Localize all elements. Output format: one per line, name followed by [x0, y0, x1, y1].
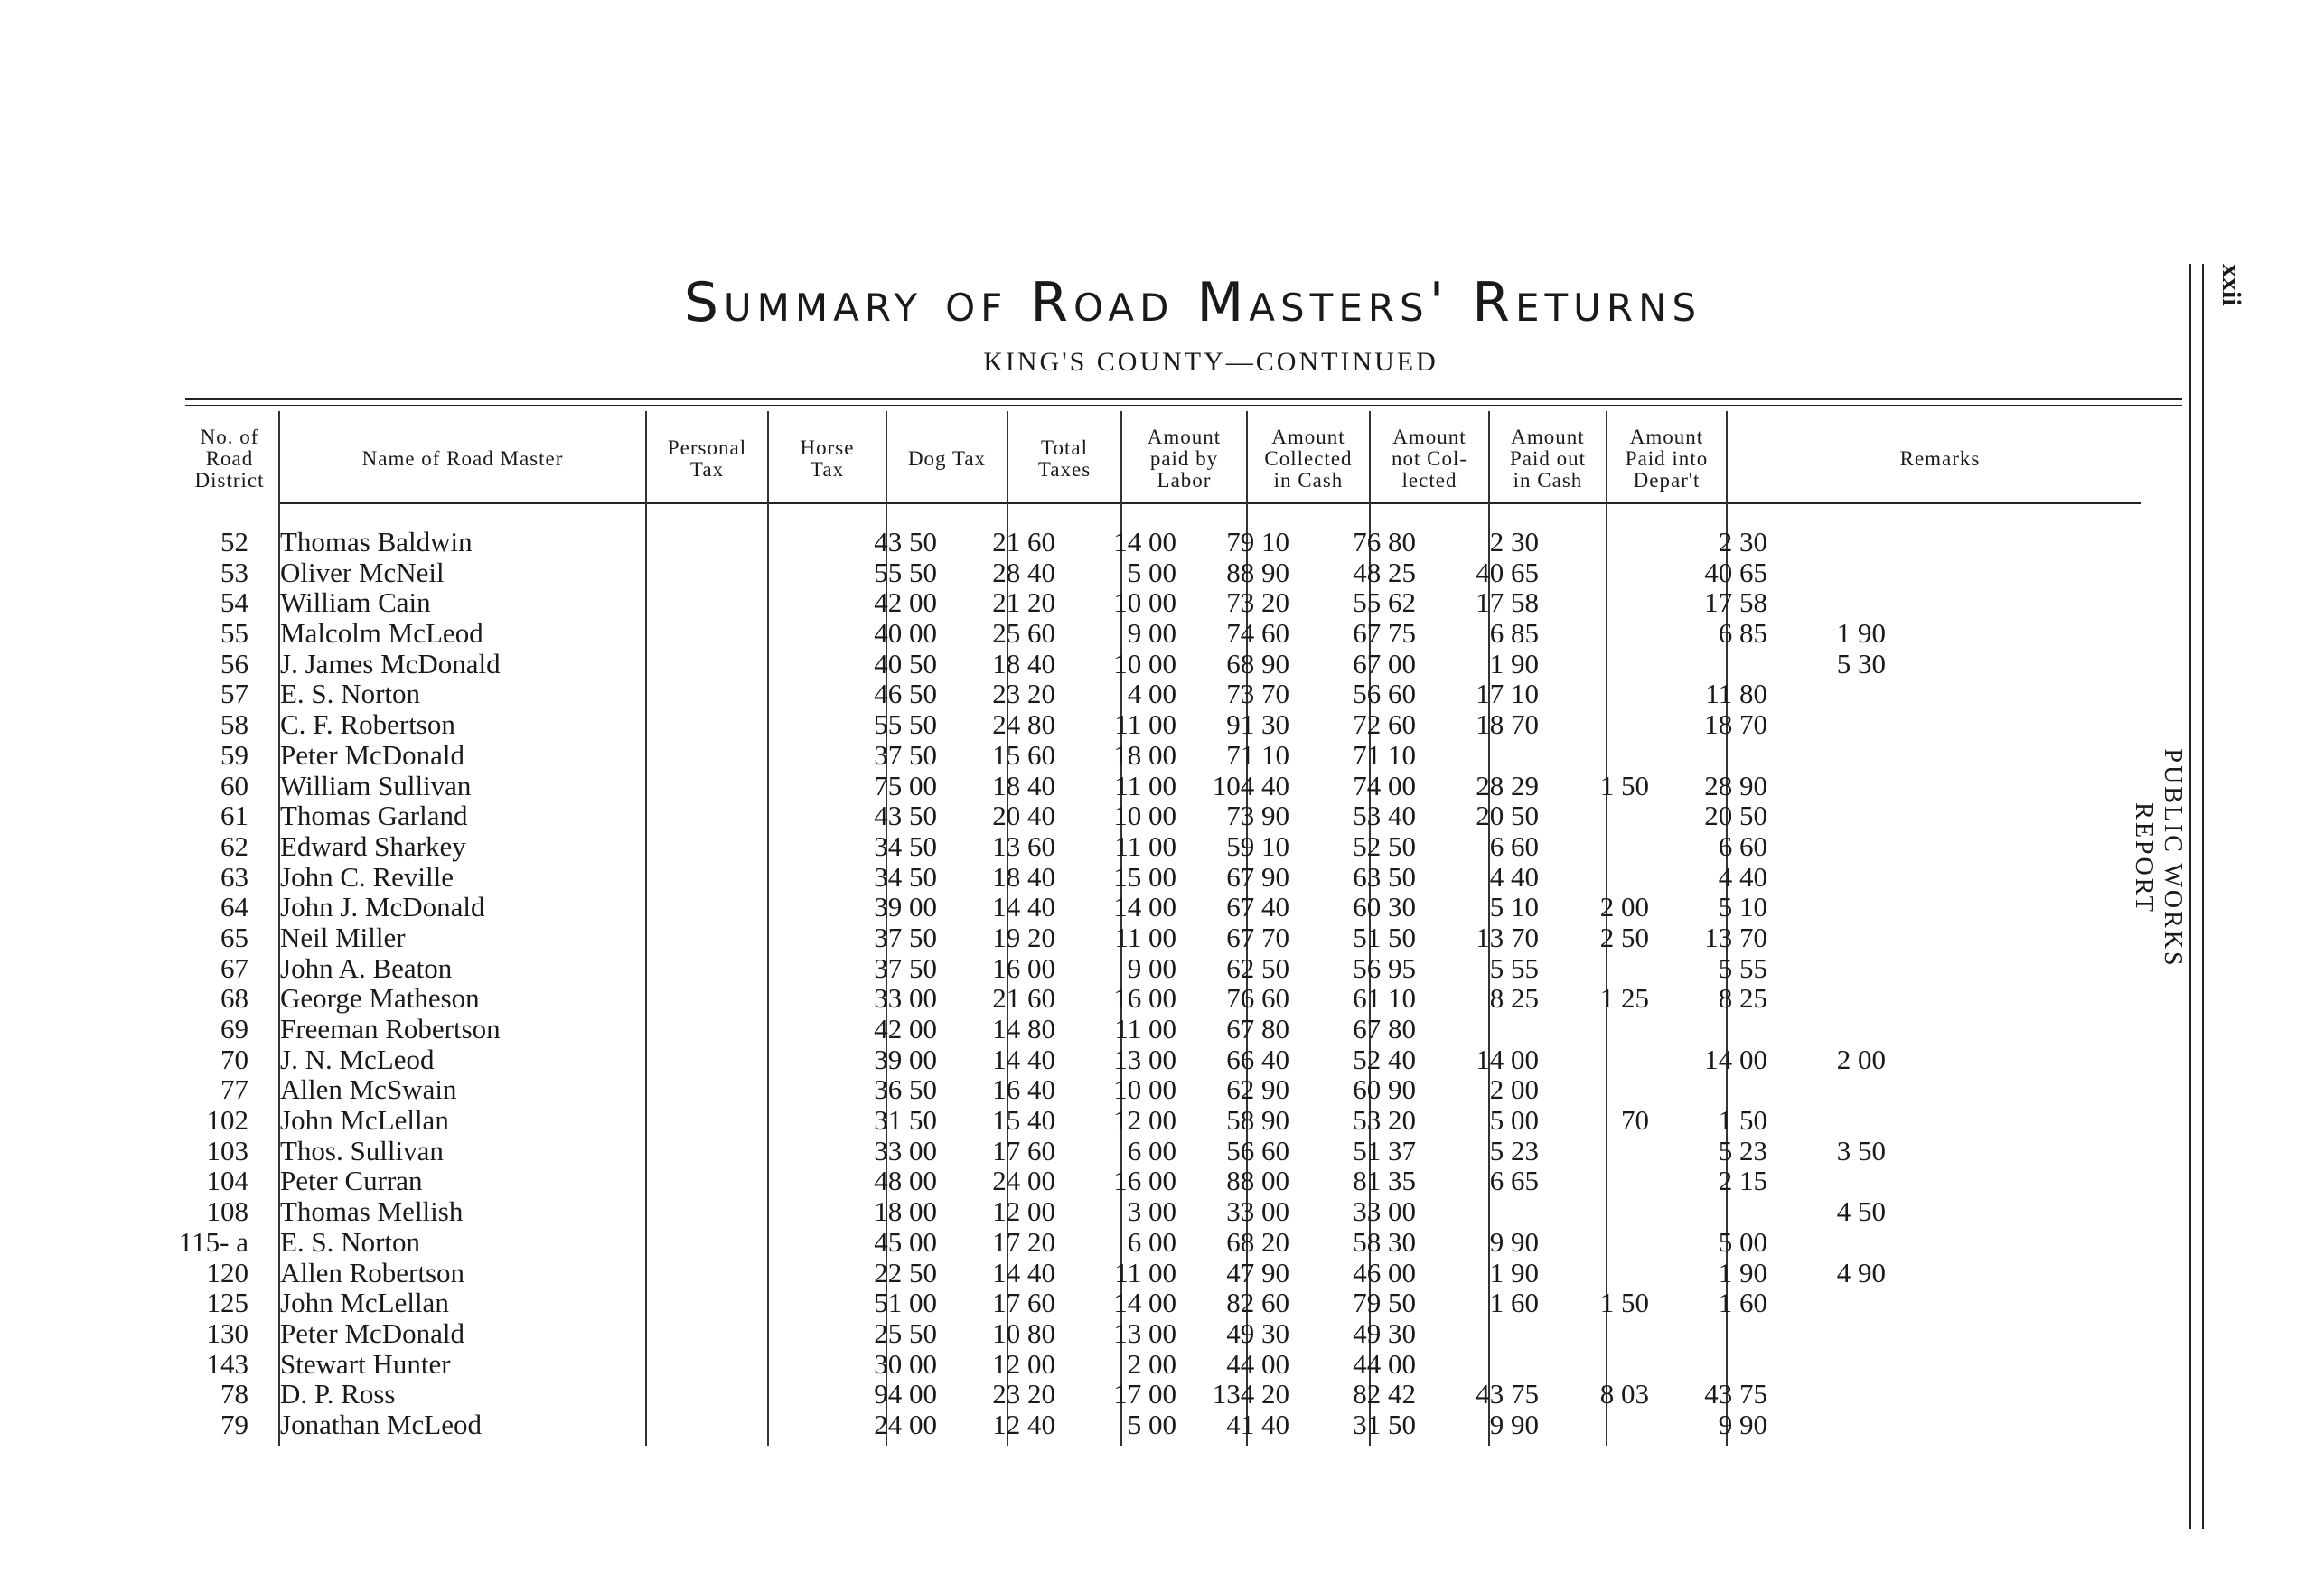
- horse-tax-cell: 12 40: [992, 1408, 1055, 1440]
- personal-tax-cell: 25 50: [874, 1316, 937, 1349]
- horse-tax-cell: 12 00: [992, 1195, 1055, 1228]
- table-top-rule-thin: [185, 405, 2182, 406]
- road-master-name: Allen McSwain: [280, 1073, 457, 1106]
- dog-tax-cell: 14 00: [1113, 891, 1176, 923]
- horse-tax-cell: 21 60: [992, 982, 1055, 1015]
- paid-by-labor-cell: 82 42: [1353, 1378, 1416, 1410]
- personal-tax-cell: 39 00: [874, 1043, 937, 1075]
- dog-tax-cell: 11 00: [1114, 1013, 1176, 1045]
- road-master-name: D. P. Ross: [280, 1378, 396, 1410]
- paid-by-labor-cell: 72 60: [1353, 708, 1416, 741]
- paid-by-labor-cell: 49 30: [1353, 1316, 1416, 1349]
- paid-by-labor-cell: 48 25: [1353, 556, 1416, 588]
- total-taxes-cell: 67 90: [1226, 860, 1289, 893]
- paid-by-labor-cell: 60 30: [1353, 891, 1416, 923]
- total-taxes-cell: 73 20: [1226, 586, 1289, 619]
- road-master-name: Thomas Mellish: [280, 1195, 464, 1228]
- collected-cash-cell: 40 65: [1476, 556, 1539, 588]
- district-cell: 115- a: [178, 1225, 248, 1258]
- paid-into-dept-cell: 3 50: [1836, 1134, 1886, 1166]
- paid-out-cash-cell: 40 65: [1704, 556, 1767, 588]
- road-master-name: E. S. Norton: [280, 1225, 420, 1258]
- personal-tax-cell: 94 00: [874, 1378, 937, 1410]
- paid-out-cash-cell: 28 90: [1704, 769, 1767, 801]
- district-cell: 62: [220, 829, 248, 862]
- horse-tax-cell: 15 60: [992, 738, 1055, 771]
- paid-out-cash-cell: 9 90: [1718, 1408, 1767, 1440]
- collected-cash-cell: 20 50: [1476, 800, 1539, 832]
- paid-by-labor-cell: 52 40: [1353, 1043, 1416, 1075]
- road-master-name: Oliver McNeil: [280, 556, 445, 588]
- district-cell: 64: [220, 891, 248, 923]
- dog-tax-cell: 17 00: [1113, 1378, 1176, 1410]
- road-master-name: Malcolm McLeod: [280, 617, 483, 650]
- not-collected-cell: 1 25: [1599, 982, 1649, 1015]
- collected-cash-cell: 43 75: [1476, 1378, 1539, 1410]
- dog-tax-cell: 16 00: [1113, 982, 1176, 1015]
- paid-by-labor-cell: 67 80: [1353, 1013, 1416, 1045]
- not-collected-cell: 8 03: [1599, 1378, 1649, 1410]
- paid-out-cash-cell: 13 70: [1704, 921, 1767, 953]
- dog-tax-cell: 18 00: [1113, 738, 1176, 771]
- horse-tax-cell: 14 40: [992, 891, 1055, 923]
- paid-by-labor-cell: 76 80: [1353, 526, 1416, 557]
- district-cell: 130: [206, 1316, 248, 1349]
- district-cell: 77: [220, 1073, 248, 1106]
- dog-tax-cell: 13 00: [1113, 1316, 1176, 1349]
- personal-tax-cell: 42 00: [874, 1013, 937, 1045]
- personal-tax-cell: 75 00: [874, 769, 937, 801]
- paid-out-cash-cell: 20 50: [1704, 800, 1767, 832]
- total-taxes-cell: 66 40: [1226, 1043, 1289, 1075]
- collected-cash-cell: 5 23: [1489, 1134, 1539, 1166]
- dog-tax-cell: 11 00: [1114, 921, 1176, 953]
- collected-cash-cell: 6 60: [1489, 829, 1539, 862]
- road-master-name: Thomas Garland: [280, 800, 468, 832]
- district-cell: 56: [220, 647, 248, 679]
- district-cell: 61: [220, 800, 248, 832]
- horse-tax-cell: 14 40: [992, 1043, 1055, 1075]
- horse-tax-cell: 23 20: [992, 678, 1055, 710]
- total-taxes-cell: 76 60: [1226, 982, 1289, 1015]
- dog-tax-cell: 10 00: [1113, 586, 1176, 619]
- road-master-name: Thomas Baldwin: [280, 526, 473, 557]
- total-taxes-cell: 91 30: [1226, 708, 1289, 741]
- district-cell: 54: [220, 586, 248, 619]
- paid-by-labor-cell: 55 62: [1353, 586, 1416, 619]
- district-cell: 78: [220, 1378, 248, 1410]
- header-dog-tax: Dog Tax: [907, 447, 987, 470]
- horse-tax-cell: 16 40: [992, 1073, 1055, 1106]
- district-cell: 58: [220, 708, 248, 741]
- collected-cash-cell: 1 60: [1489, 1287, 1539, 1319]
- horse-tax-cell: 16 00: [992, 951, 1055, 984]
- horse-tax-cell: 12 00: [992, 1347, 1055, 1380]
- road-master-name: Edward Sharkey: [280, 829, 466, 862]
- paid-out-cash-cell: 43 75: [1704, 1378, 1767, 1410]
- paid-by-labor-cell: 56 95: [1353, 951, 1416, 984]
- district-cell: 108: [206, 1195, 248, 1228]
- paid-out-cash-cell: 1 60: [1718, 1287, 1767, 1319]
- horse-tax-cell: 14 80: [992, 1013, 1055, 1045]
- horse-tax-cell: 17 20: [992, 1225, 1055, 1258]
- collected-cash-cell: 5 55: [1489, 951, 1539, 984]
- district-cell: 79: [220, 1408, 248, 1440]
- road-master-name: Thos. Sullivan: [280, 1134, 444, 1166]
- total-taxes-cell: 67 80: [1226, 1013, 1289, 1045]
- personal-tax-cell: 36 50: [874, 1073, 937, 1106]
- collected-cash-cell: 2 00: [1489, 1073, 1539, 1106]
- total-taxes-cell: 79 10: [1226, 526, 1289, 557]
- not-collected-cell: 2 50: [1599, 921, 1649, 953]
- horse-tax-cell: 10 80: [992, 1316, 1055, 1349]
- horse-tax-cell: 21 60: [992, 526, 1055, 557]
- dog-tax-cell: 3 00: [1127, 1195, 1176, 1228]
- personal-tax-cell: 33 00: [874, 982, 937, 1015]
- district-cell: 60: [220, 769, 248, 801]
- header-personal-tax: Personal Tax: [667, 436, 747, 481]
- paid-by-labor-cell: 53 20: [1353, 1104, 1416, 1137]
- district-cell: 68: [220, 982, 248, 1015]
- paid-into-dept-cell: 2 00: [1836, 1043, 1886, 1075]
- total-taxes-cell: 68 20: [1226, 1225, 1289, 1258]
- margin-rule: [2189, 264, 2191, 1529]
- header-paid-into-dept: Amount Paid into Depar't: [1625, 426, 1709, 492]
- personal-tax-cell: 34 50: [874, 829, 937, 862]
- paid-by-labor-cell: 61 10: [1353, 982, 1416, 1015]
- paid-out-cash-cell: 2 30: [1718, 526, 1767, 557]
- dog-tax-cell: 14 00: [1113, 526, 1176, 557]
- horse-tax-cell: 18 40: [992, 860, 1055, 893]
- dog-tax-cell: 11 00: [1114, 1256, 1176, 1288]
- road-master-name: E. S. Norton: [280, 678, 420, 710]
- collected-cash-cell: 14 00: [1476, 1043, 1539, 1075]
- district-cell: 55: [220, 617, 248, 650]
- paid-out-cash-cell: 1 90: [1718, 1256, 1767, 1288]
- paid-out-cash-cell: 5 10: [1718, 891, 1767, 923]
- personal-tax-cell: 55 50: [874, 556, 937, 588]
- road-master-name: Jonathan McLeod: [280, 1408, 482, 1440]
- dog-tax-cell: 11 00: [1114, 708, 1176, 741]
- paid-out-cash-cell: 11 80: [1705, 678, 1767, 710]
- horse-tax-cell: 13 60: [992, 829, 1055, 862]
- road-master-name: John McLellan: [280, 1287, 449, 1319]
- total-taxes-cell: 47 90: [1226, 1256, 1289, 1288]
- dog-tax-cell: 4 00: [1127, 678, 1176, 710]
- road-master-name: Peter McDonald: [280, 738, 465, 771]
- road-master-name: Allen Robertson: [280, 1256, 465, 1288]
- collected-cash-cell: 13 70: [1476, 921, 1539, 953]
- district-cell: 104: [206, 1165, 248, 1197]
- paid-by-labor-cell: 67 00: [1353, 647, 1416, 679]
- district-cell: 143: [206, 1347, 248, 1380]
- personal-tax-cell: 22 50: [874, 1256, 937, 1288]
- collected-cash-cell: 17 10: [1476, 678, 1539, 710]
- personal-tax-cell: 37 50: [874, 951, 937, 984]
- road-master-name: John McLellan: [280, 1104, 449, 1137]
- personal-tax-cell: 42 00: [874, 586, 937, 619]
- paid-by-labor-cell: 58 30: [1353, 1225, 1416, 1258]
- header-not-collected: Amount not Col- lected: [1391, 426, 1468, 492]
- personal-tax-cell: 43 50: [874, 800, 937, 832]
- road-master-name: John A. Beaton: [280, 951, 453, 984]
- collected-cash-cell: 17 58: [1476, 586, 1539, 619]
- horse-tax-cell: 17 60: [992, 1287, 1055, 1319]
- total-taxes-cell: 67 70: [1226, 921, 1289, 953]
- page-subtitle: KING'S COUNTY—CONTINUED: [983, 347, 1438, 377]
- header-name: Name of Road Master: [361, 447, 564, 470]
- collected-cash-cell: 5 10: [1489, 891, 1539, 923]
- paid-out-cash-cell: 4 40: [1718, 860, 1767, 893]
- personal-tax-cell: 55 50: [874, 708, 937, 741]
- dog-tax-cell: 10 00: [1113, 1073, 1176, 1106]
- total-taxes-cell: 58 90: [1226, 1104, 1289, 1137]
- horse-tax-cell: 24 00: [992, 1165, 1055, 1197]
- paid-into-dept-cell: 5 30: [1836, 647, 1886, 679]
- horse-tax-cell: 18 40: [992, 647, 1055, 679]
- collected-cash-cell: 8 25: [1489, 982, 1539, 1015]
- dog-tax-cell: 10 00: [1113, 647, 1176, 679]
- dog-tax-cell: 9 00: [1127, 617, 1176, 650]
- paid-out-cash-cell: 5 55: [1718, 951, 1767, 984]
- district-cell: 70: [220, 1043, 248, 1075]
- dog-tax-cell: 14 00: [1113, 1287, 1176, 1319]
- total-taxes-cell: 62 50: [1226, 951, 1289, 984]
- dog-tax-cell: 15 00: [1113, 860, 1176, 893]
- paid-out-cash-cell: 5 00: [1718, 1225, 1767, 1258]
- district-cell: 69: [220, 1013, 248, 1045]
- page-number: xxii: [2216, 264, 2246, 306]
- paid-out-cash-cell: 17 58: [1704, 586, 1767, 619]
- dog-tax-cell: 11 00: [1114, 769, 1176, 801]
- road-master-name: Neil Miller: [280, 921, 406, 953]
- header-district: No. of Road District: [194, 426, 265, 492]
- dog-tax-cell: 9 00: [1127, 951, 1176, 984]
- collected-cash-cell: 9 90: [1489, 1408, 1539, 1440]
- personal-tax-cell: 24 00: [874, 1408, 937, 1440]
- paid-into-dept-cell: 1 90: [1836, 617, 1886, 650]
- road-master-name: Peter McDonald: [280, 1316, 465, 1349]
- header-paid-out-cash: Amount Paid out in Cash: [1509, 426, 1587, 492]
- district-cell: 125: [206, 1287, 248, 1319]
- total-taxes-cell: 67 40: [1226, 891, 1289, 923]
- col-sep: [645, 411, 647, 1446]
- personal-tax-cell: 39 00: [874, 891, 937, 923]
- total-taxes-cell: 104 40: [1212, 769, 1289, 801]
- not-collected-cell: 2 00: [1599, 891, 1649, 923]
- total-taxes-cell: 33 00: [1226, 1195, 1289, 1228]
- total-taxes-cell: 59 10: [1226, 829, 1289, 862]
- paid-out-cash-cell: 5 23: [1718, 1134, 1767, 1166]
- total-taxes-cell: 71 10: [1226, 738, 1289, 771]
- paid-out-cash-cell: 6 85: [1718, 617, 1767, 650]
- paid-out-cash-cell: 1 50: [1718, 1104, 1767, 1137]
- not-collected-cell: 70: [1621, 1104, 1649, 1137]
- running-header: PUBLIC WORKS REPORT: [2130, 748, 2187, 969]
- district-cell: 120: [206, 1256, 248, 1288]
- horse-tax-cell: 23 20: [992, 1378, 1055, 1410]
- paid-by-labor-cell: 71 10: [1353, 738, 1416, 771]
- dog-tax-cell: 5 00: [1127, 1408, 1176, 1440]
- horse-tax-cell: 19 20: [992, 921, 1055, 953]
- header-collected-cash: Amount Collected in Cash: [1264, 426, 1353, 492]
- personal-tax-cell: 45 00: [874, 1225, 937, 1258]
- collected-cash-cell: 1 90: [1489, 647, 1539, 679]
- table-top-rule: [185, 398, 2182, 400]
- collected-cash-cell: 2 30: [1489, 526, 1539, 557]
- collected-cash-cell: 6 65: [1489, 1165, 1539, 1197]
- dog-tax-cell: 6 00: [1127, 1225, 1176, 1258]
- horse-tax-cell: 24 80: [992, 708, 1055, 741]
- horse-tax-cell: 18 40: [992, 769, 1055, 801]
- header-horse-tax: Horse Tax: [800, 436, 855, 481]
- personal-tax-cell: 18 00: [874, 1195, 937, 1228]
- paid-by-labor-cell: 53 40: [1353, 800, 1416, 832]
- collected-cash-cell: 4 40: [1489, 860, 1539, 893]
- personal-tax-cell: 51 00: [874, 1287, 937, 1319]
- collected-cash-cell: 9 90: [1489, 1225, 1539, 1258]
- district-cell: 65: [220, 921, 248, 953]
- total-taxes-cell: 73 70: [1226, 678, 1289, 710]
- personal-tax-cell: 37 50: [874, 921, 937, 953]
- paid-by-labor-cell: 33 00: [1353, 1195, 1416, 1228]
- paid-by-labor-cell: 46 00: [1353, 1256, 1416, 1288]
- collected-cash-cell: 5 00: [1489, 1104, 1539, 1137]
- total-taxes-cell: 82 60: [1226, 1287, 1289, 1319]
- dog-tax-cell: 13 00: [1113, 1043, 1176, 1075]
- collected-cash-cell: 28 29: [1476, 769, 1539, 801]
- paid-out-cash-cell: 8 25: [1718, 982, 1767, 1015]
- horse-tax-cell: 14 40: [992, 1256, 1055, 1288]
- district-cell: 53: [220, 556, 248, 588]
- dog-tax-cell: 16 00: [1113, 1165, 1176, 1197]
- collected-cash-cell: 6 85: [1489, 617, 1539, 650]
- header-total-taxes: Total Taxes: [1037, 436, 1092, 481]
- personal-tax-cell: 43 50: [874, 526, 937, 557]
- paid-out-cash-cell: 14 00: [1704, 1043, 1767, 1075]
- dog-tax-cell: 6 00: [1127, 1134, 1176, 1166]
- margin-rule-2: [2202, 264, 2204, 1529]
- total-taxes-cell: 62 90: [1226, 1073, 1289, 1106]
- road-master-name: John J. McDonald: [280, 891, 485, 923]
- paid-by-labor-cell: 74 00: [1353, 769, 1416, 801]
- personal-tax-cell: 40 50: [874, 647, 937, 679]
- not-collected-cell: 1 50: [1599, 1287, 1649, 1319]
- paid-by-labor-cell: 52 50: [1353, 829, 1416, 862]
- paid-by-labor-cell: 31 50: [1353, 1408, 1416, 1440]
- district-cell: 57: [220, 678, 248, 710]
- district-cell: 63: [220, 860, 248, 893]
- total-taxes-cell: 56 60: [1226, 1134, 1289, 1166]
- total-taxes-cell: 74 60: [1226, 617, 1289, 650]
- page-title: Summary of Road Masters' Returns: [683, 271, 1702, 334]
- paid-out-cash-cell: 18 70: [1704, 708, 1767, 741]
- dog-tax-cell: 12 00: [1113, 1104, 1176, 1137]
- personal-tax-cell: 48 00: [874, 1165, 937, 1197]
- paid-by-labor-cell: 51 37: [1353, 1134, 1416, 1166]
- horse-tax-cell: 28 40: [992, 556, 1055, 588]
- paid-out-cash-cell: 2 15: [1718, 1165, 1767, 1197]
- paid-by-labor-cell: 51 50: [1353, 921, 1416, 953]
- dog-tax-cell: 5 00: [1127, 556, 1176, 588]
- horse-tax-cell: 21 20: [992, 586, 1055, 619]
- district-cell: 103: [206, 1134, 248, 1166]
- paid-by-labor-cell: 79 50: [1353, 1287, 1416, 1319]
- personal-tax-cell: 33 00: [874, 1134, 937, 1166]
- road-master-name: C. F. Robertson: [280, 708, 455, 741]
- paid-into-dept-cell: 4 90: [1836, 1256, 1886, 1288]
- collected-cash-cell: 18 70: [1476, 708, 1539, 741]
- dog-tax-cell: 11 00: [1114, 829, 1176, 862]
- total-taxes-cell: 88 90: [1226, 556, 1289, 588]
- district-cell: 67: [220, 951, 248, 984]
- road-master-name: George Matheson: [280, 982, 480, 1015]
- road-master-name: Peter Curran: [280, 1165, 423, 1197]
- paid-by-labor-cell: 81 35: [1353, 1165, 1416, 1197]
- personal-tax-cell: 46 50: [874, 678, 937, 710]
- district-cell: 59: [220, 738, 248, 771]
- personal-tax-cell: 37 50: [874, 738, 937, 771]
- personal-tax-cell: 31 50: [874, 1104, 937, 1137]
- road-master-name: William Sullivan: [280, 769, 472, 801]
- paid-by-labor-cell: 44 00: [1353, 1347, 1416, 1380]
- total-taxes-cell: 88 00: [1226, 1165, 1289, 1197]
- collected-cash-cell: 1 90: [1489, 1256, 1539, 1288]
- paid-out-cash-cell: 6 60: [1718, 829, 1767, 862]
- header-remarks: Remarks: [1899, 447, 1981, 470]
- road-master-name: Freeman Robertson: [280, 1013, 501, 1045]
- road-master-name: J. James McDonald: [280, 647, 501, 679]
- paid-by-labor-cell: 56 60: [1353, 678, 1416, 710]
- dog-tax-cell: 2 00: [1127, 1347, 1176, 1380]
- road-master-name: J. N. McLeod: [280, 1043, 435, 1075]
- personal-tax-cell: 40 00: [874, 617, 937, 650]
- road-master-name: William Cain: [280, 586, 431, 619]
- dog-tax-cell: 10 00: [1113, 800, 1176, 832]
- district-cell: 102: [206, 1104, 248, 1137]
- total-taxes-cell: 49 30: [1226, 1316, 1289, 1349]
- total-taxes-cell: 44 00: [1226, 1347, 1289, 1380]
- paid-by-labor-cell: 67 75: [1353, 617, 1416, 650]
- personal-tax-cell: 34 50: [874, 860, 937, 893]
- total-taxes-cell: 134 20: [1212, 1378, 1289, 1410]
- header-bottom-rule: [280, 502, 2141, 504]
- header-paid-by-labor: Amount paid by Labor: [1147, 426, 1222, 492]
- not-collected-cell: 1 50: [1599, 769, 1649, 801]
- total-taxes-cell: 68 90: [1226, 647, 1289, 679]
- road-master-name: John C. Reville: [280, 860, 454, 893]
- total-taxes-cell: 41 40: [1226, 1408, 1289, 1440]
- paid-by-labor-cell: 60 90: [1353, 1073, 1416, 1106]
- horse-tax-cell: 20 40: [992, 800, 1055, 832]
- horse-tax-cell: 17 60: [992, 1134, 1055, 1166]
- paid-by-labor-cell: 63 50: [1353, 860, 1416, 893]
- total-taxes-cell: 73 90: [1226, 800, 1289, 832]
- horse-tax-cell: 25 60: [992, 617, 1055, 650]
- road-master-name: Stewart Hunter: [280, 1347, 451, 1380]
- paid-into-dept-cell: 4 50: [1836, 1195, 1886, 1228]
- personal-tax-cell: 30 00: [874, 1347, 937, 1380]
- horse-tax-cell: 15 40: [992, 1104, 1055, 1137]
- district-cell: 52: [220, 526, 248, 557]
